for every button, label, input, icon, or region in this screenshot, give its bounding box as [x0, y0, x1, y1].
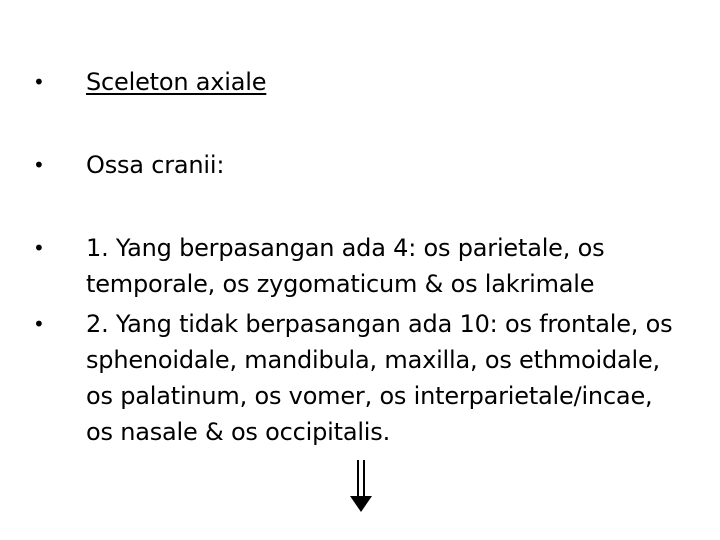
bullet-marker: • [33, 236, 45, 260]
bullet-marker: • [33, 70, 45, 94]
bullet-marker: • [33, 312, 45, 336]
bullet-marker: • [33, 153, 45, 177]
ossa-cranii-text: Ossa cranii: [86, 151, 225, 179]
paired-bones-text: 1. Yang berpasangan ada 4: os parietale, os temporale, os zygomaticum & os lakrimale [86, 234, 605, 298]
heading-sceleton-axiale: Sceleton axiale [86, 68, 267, 96]
unpaired-bones-text: 2. Yang tidak berpasangan ada 10: os frontale, os sphenoidale, mandibula, maxilla, os ethmoidale, os palatinum, os vomer, os interparietale/incae, os nasale & os occipitalis. [86, 310, 673, 446]
double-line-down-arrow-icon [346, 458, 376, 514]
